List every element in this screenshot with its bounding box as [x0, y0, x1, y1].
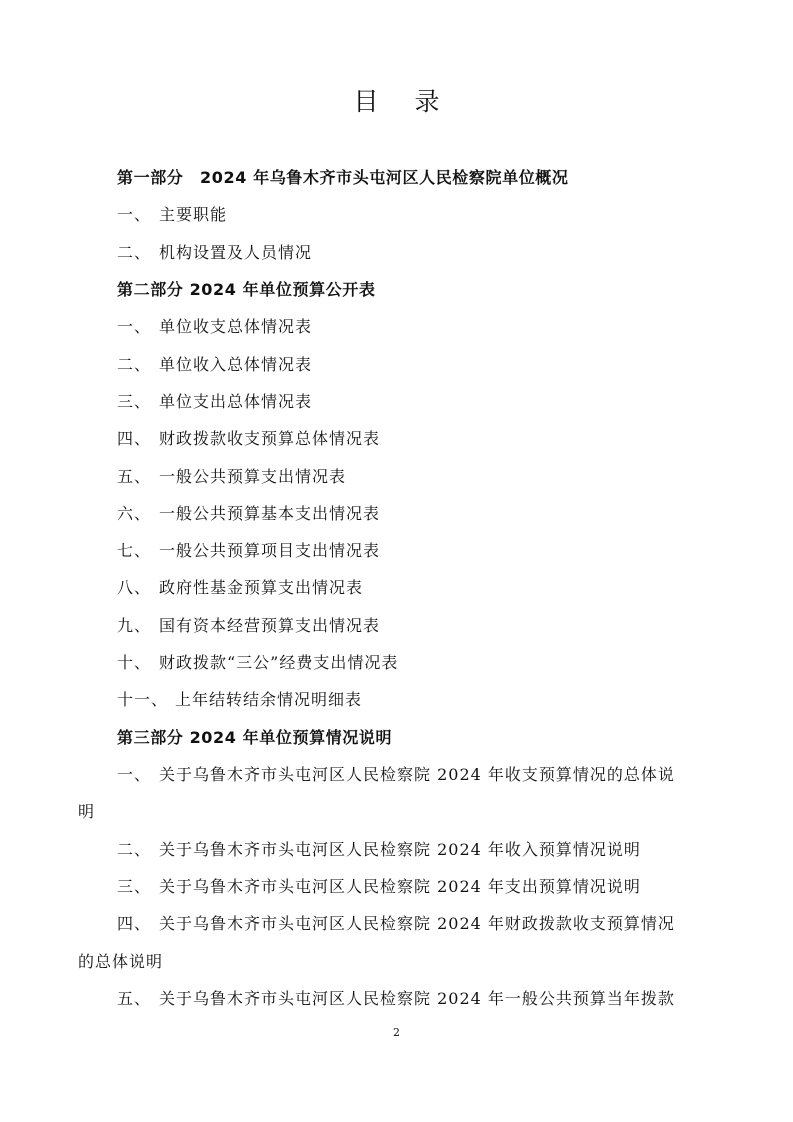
item-text: 单位收支总体情况表 [159, 317, 313, 336]
list-item [117, 355, 312, 375]
item-text: 主要职能 [159, 205, 228, 224]
item-number: 六、 [117, 504, 152, 523]
item-number: 五、 [117, 989, 152, 1008]
item-number: 四、 [117, 429, 152, 448]
list-item [117, 578, 363, 598]
item-number: 九、 [117, 616, 152, 635]
list-item [117, 914, 675, 934]
part3-heading: 第三部分 2024 年单位预算情况说明 [117, 728, 393, 747]
item-number: 十一、 [117, 690, 169, 709]
item-text: 关于乌鲁木齐市头屯河区人民检察院 2024 年收入预算情况说明 [159, 840, 641, 859]
item-text: 财政拨款收支预算总体情况表 [159, 429, 381, 448]
item-number: 二、 [117, 355, 152, 374]
item-number: 四、 [117, 914, 152, 933]
item-text: 国有资本经营预算支出情况表 [159, 616, 381, 635]
item-text: 一般公共预算基本支出情况表 [159, 504, 381, 523]
list-item [117, 877, 641, 897]
item-number: 五、 [117, 467, 152, 486]
list-item [117, 840, 641, 860]
list-item [117, 243, 312, 263]
list-item [117, 504, 380, 524]
item-number: 八、 [117, 578, 152, 597]
list-item [117, 989, 675, 1009]
item-text: 一般公共预算项目支出情况表 [159, 541, 381, 560]
item-text: 政府性基金预算支出情况表 [159, 578, 364, 597]
part1-heading: 第一部分 2024 年乌鲁木齐市头屯河区人民检察院单位概况 [117, 168, 569, 187]
item-text: 单位支出总体情况表 [159, 392, 313, 411]
item-number: 一、 [117, 205, 152, 224]
item-number: 三、 [117, 877, 152, 896]
item-number: 一、 [117, 765, 152, 784]
item-text: 关于乌鲁木齐市头屯河区人民检察院 2024 年财政拨款收支预算情况 [159, 914, 675, 933]
page-title: 目 录 [353, 87, 454, 116]
list-item [117, 765, 675, 785]
part2-heading: 第二部分 2024 年单位预算公开表 [117, 280, 376, 299]
list-item-continuation: 的总体说明 [78, 952, 164, 971]
list-item [117, 429, 380, 449]
item-text: 一般公共预算支出情况表 [159, 467, 347, 486]
item-number: 二、 [117, 243, 152, 262]
item-number: 十、 [117, 653, 152, 672]
list-item [117, 467, 346, 487]
item-text: 关于乌鲁木齐市头屯河区人民检察院 2024 年支出预算情况说明 [159, 877, 641, 896]
list-item [117, 205, 227, 225]
item-number: 二、 [117, 840, 152, 859]
item-text: 关于乌鲁木齐市头屯河区人民检察院 2024 年一般公共预算当年拨款 [159, 989, 675, 1008]
item-text: 单位收入总体情况表 [159, 355, 313, 374]
list-item [117, 317, 312, 337]
list-item [117, 541, 380, 561]
item-text: 机构设置及人员情况 [159, 243, 313, 262]
list-item [117, 653, 398, 673]
list-item-continuation: 明 [78, 802, 96, 821]
item-text: 关于乌鲁木齐市头屯河区人民检察院 2024 年收支预算情况的总体说 [159, 765, 675, 784]
item-number: 三、 [117, 392, 152, 411]
list-item [117, 690, 362, 710]
item-number: 一、 [117, 317, 152, 336]
list-item [117, 392, 312, 412]
item-number: 七、 [117, 541, 152, 560]
item-text: 财政拨款“三公”经费支出情况表 [159, 653, 399, 672]
list-item [117, 616, 380, 636]
page-number: 2 [393, 1026, 400, 1039]
item-text: 上年结转结余情况明细表 [175, 690, 363, 709]
